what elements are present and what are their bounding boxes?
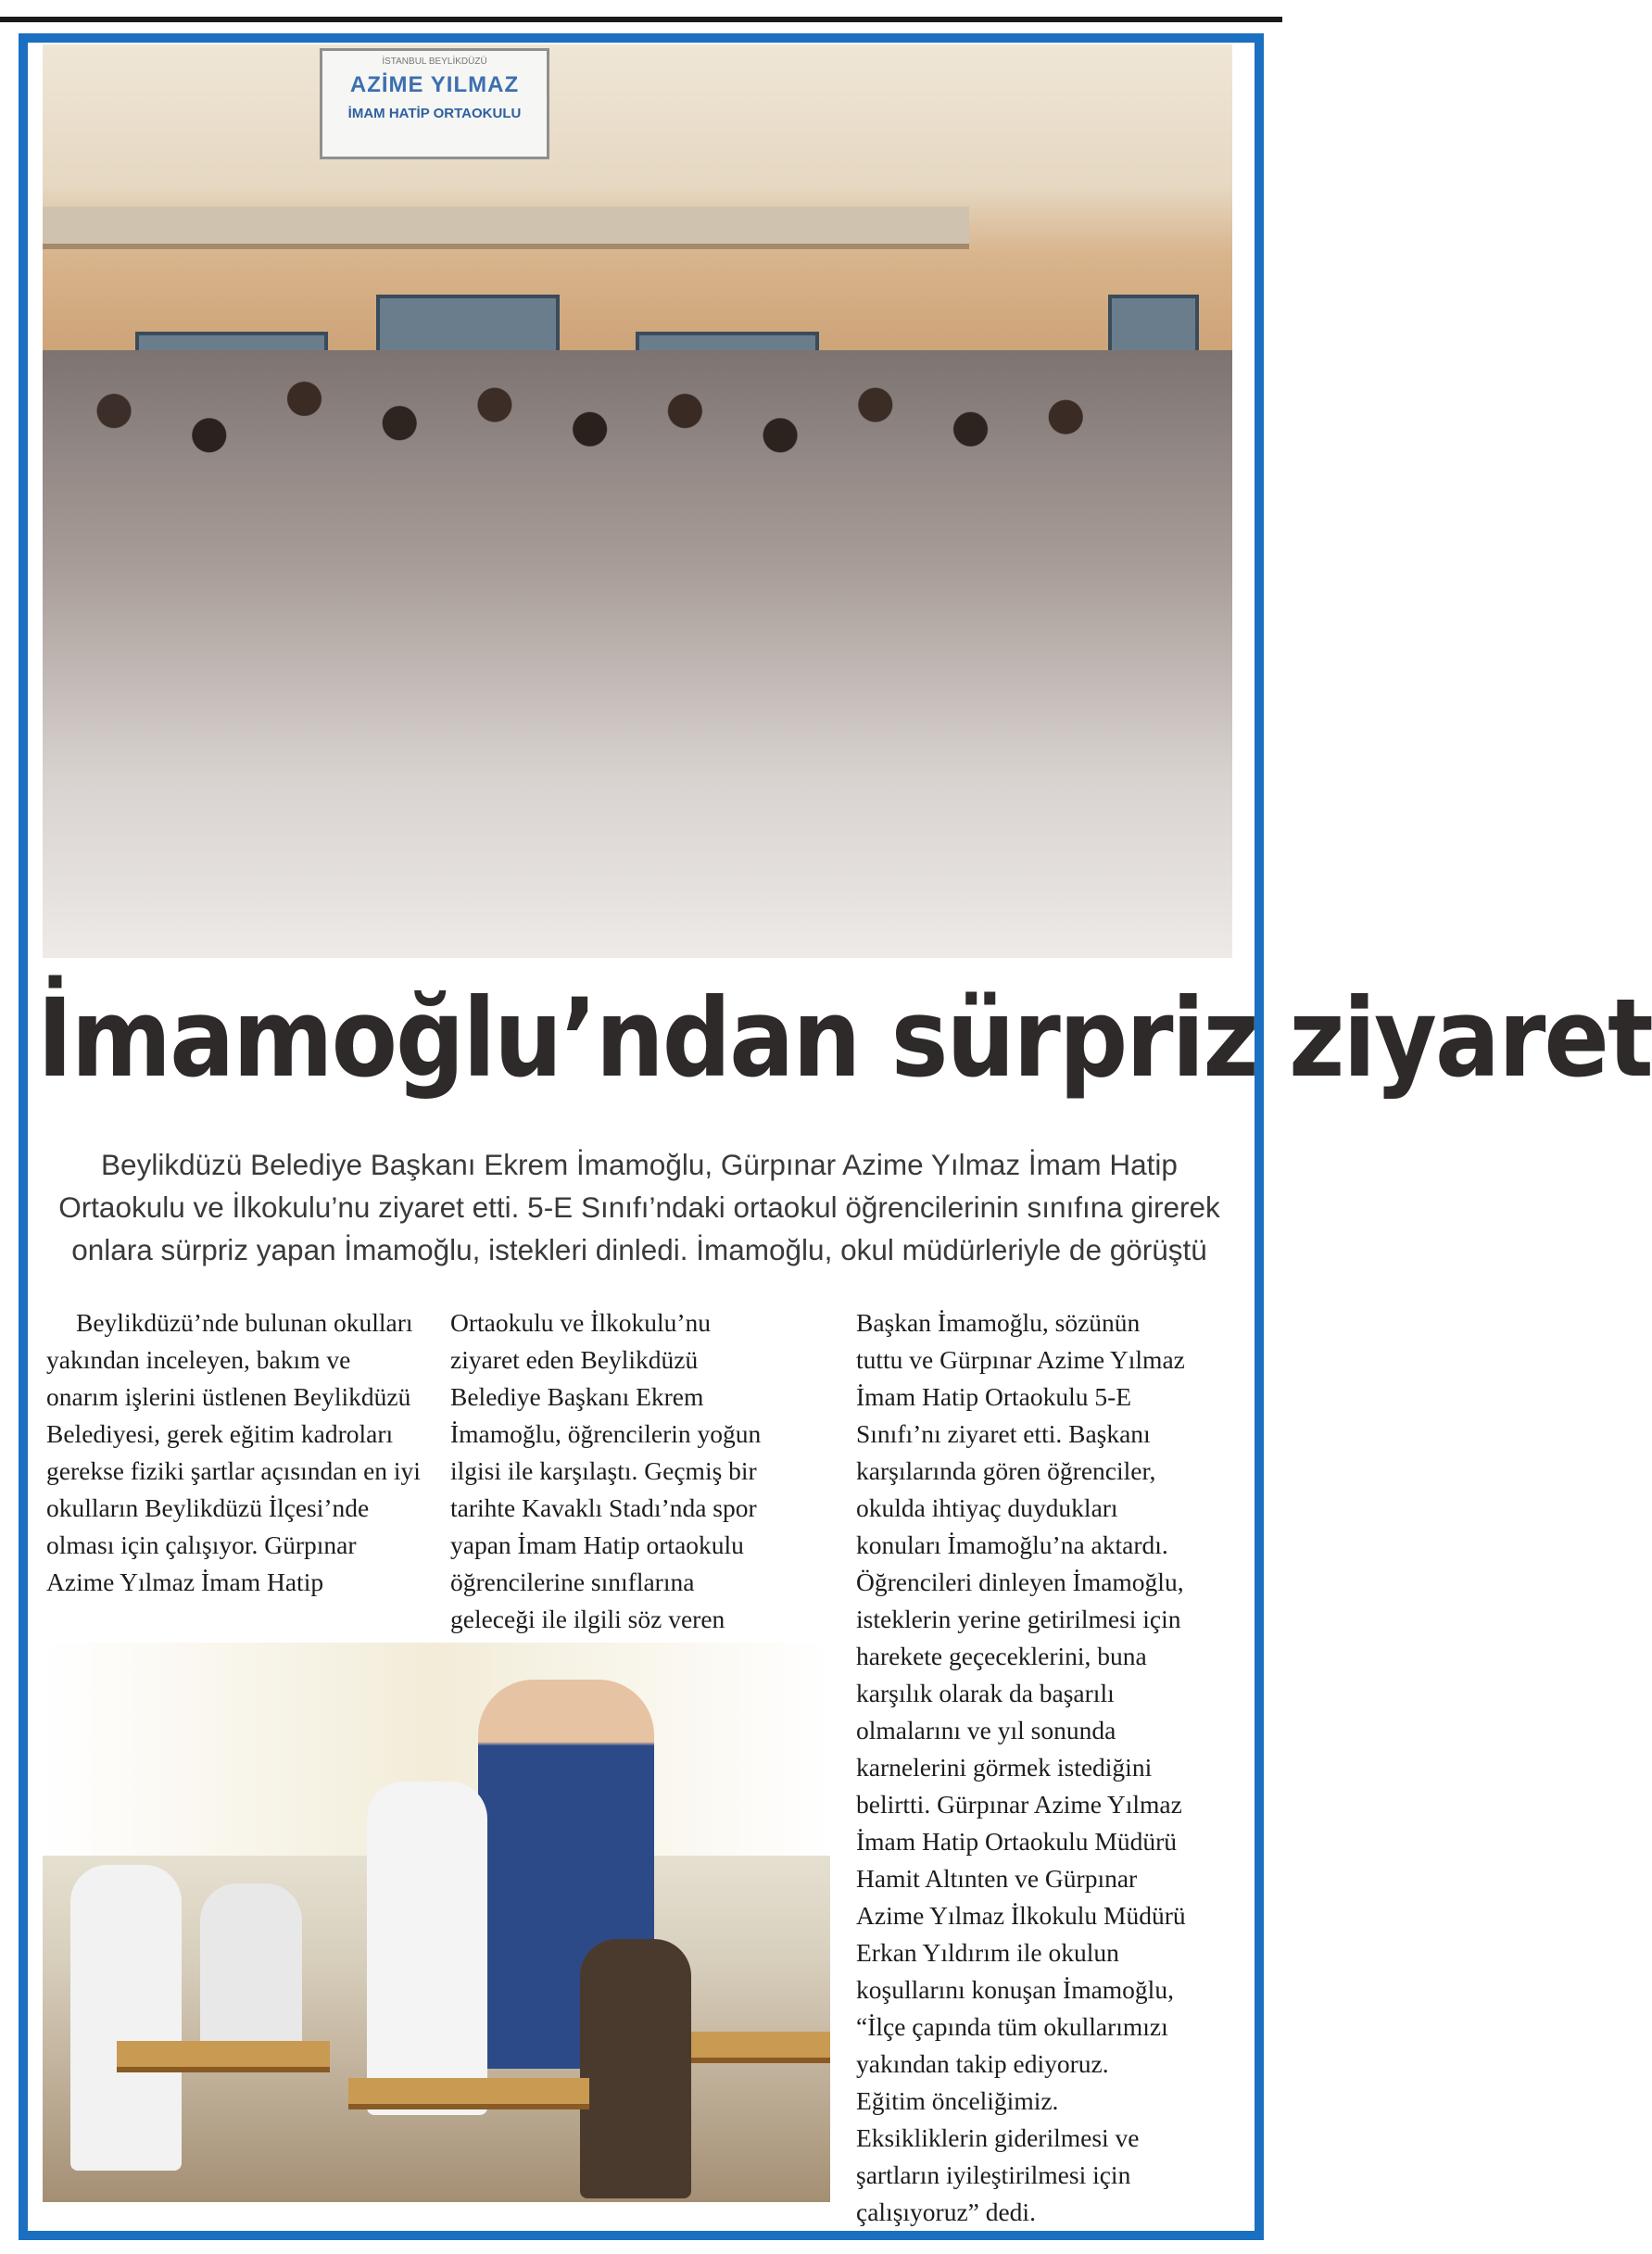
photo-desk (348, 2078, 589, 2109)
photo-student-figure (580, 1939, 691, 2198)
article-headline: İmamoğlu’ndan sürpriz ziyaret (37, 975, 1652, 1102)
article-column-1: Beylikdüzü’nde bulunan okulları yakından inceleyen, bakım ve onarım işlerini üstlenen Beylikdüzü Belediyesi, gerek eğitim kadroları gerekse fiziki şartlar açısından en iyi okulların Beylikdüzü İlçesi’nde olması için çalışıyor. Gürpınar Azime Yılmaz İmam Hatip (46, 1308, 421, 1596)
school-sign (320, 48, 549, 159)
article-column-2: Ortaokulu ve İlkokulu’nu ziyaret eden Beylikdüzü Belediye Başkanı Ekrem İmamoğlu, öğrencilerin yoğun ilgisi ile karşılaştı. Geçmiş bir tarihte Kavaklı Stadı’nda spor yapan İmam Hatip ortaokulu öğrencilerine sınıflarına geleceği ile ilgili söz veren (450, 1308, 762, 1633)
classroom-photo (43, 1643, 830, 2202)
photo-student-figure (70, 1865, 182, 2171)
school-crowd-photo (43, 44, 1232, 958)
sign-line-2: AZİME YILMAZ (349, 72, 520, 97)
sign-line-1: İSTANBUL BEYLİKDÜZÜ (382, 57, 487, 67)
photo-desk (691, 2032, 830, 2063)
photo-desk (117, 2041, 330, 2072)
photo-students-crowd (43, 350, 1232, 958)
photo-student-figure (367, 1782, 487, 2115)
article-deck: Beylikdüzü Belediye Başkanı Ekrem İmamoğlu, Gürpınar Azime Yılmaz İmam Hatip Ortaokulu ve İlkokulu’nu ziyaret etti. 5-E Sınıfı’ndaki ortaokul öğrencilerinin sınıfına girerek onlara sürpriz yapan İmamoğlu, istekleri dinledi. İmamoğlu, okul müdürleriyle de görüştü (58, 1148, 1220, 1266)
page-top-rule (0, 0, 1282, 22)
article-column-3: Başkan İmamoğlu, sözünün tuttu ve Gürpınar Azime Yılmaz İmam Hatip Ortaokulu 5-E Sınıfı’nı ziyaret etti. Başkanı karşılarında gören öğrenciler, okulda ihtiyaç duydukları konuları İmamoğlu’na aktardı. Öğrencileri dinleyen İmamoğlu, isteklerin yerine getirilmesi için harekete geçeceklerini, buna karşılık olarak da başarılı olmalarını ve yıl sonunda karnelerini görmek istediğini belirtti. Gürpınar Azime Yılmaz İmam Hatip Ortaokulu Müdürü Hamit Altınten ve Gürpınar Azime Yılmaz İlkokulu Müdürü Erkan Yıldırım ile okulun koşullarını konuşan İmamoğlu, “İlçe çapında tüm okullarımızı yakından takip ediyoruz. Eğitim önceliğimiz. Eksikliklerin giderilmesi ve şartların iyileştirilmesi için çalışıyoruz” dedi. (856, 1308, 1186, 2226)
photo-awning (43, 207, 969, 249)
sign-line-3: İMAM HATİP ORTAOKULU (347, 106, 522, 121)
